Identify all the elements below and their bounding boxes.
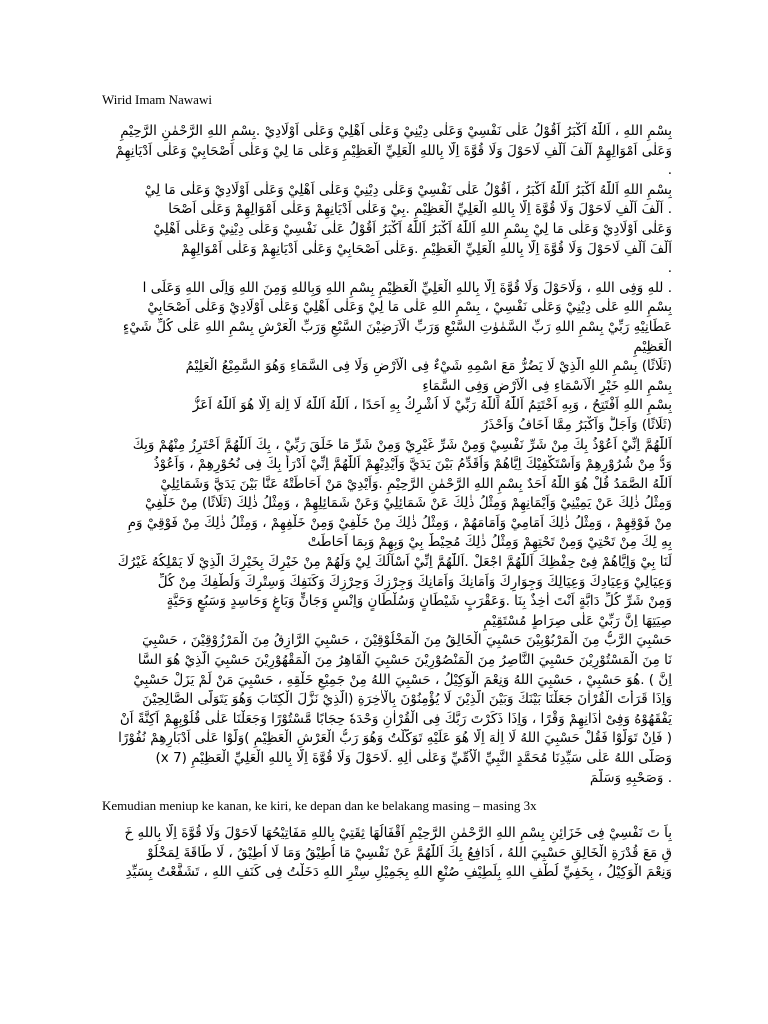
- arabic-line: حَسْبِيَ الرَّبُّ مِنَ الْمَرْبُوْبِيْنَ حَسْبِيَ الْخَالِقُ مِنَ الْمَخْلُوْقِيْنَ ، حَسْبِيَ الرَّازِقُ مِنَ الْمَرْزُوْقِيْنَ ، حَسْبِيَ: [142, 632, 672, 649]
- arabic-line: وَعِيَالِيْ وَعِيَادِكَ وَعِيَالِكَ وَجِوَارِكَ وَاَمَانِكَ وَاَمَانِكَ وَجِرْزِكَ وَحِرْزِكَ وَكَنَفِكَ وَسِتْرِكَ وَلُطْفِكَ مِنْ كُلِّ: [157, 573, 672, 590]
- arabic-line: اَللّٰهُمَّ اِنِّيْ اَعُوْذُ بِكَ مِنْ شَرِّ نَفْسِيْ وَمِنْ شَرِّ غَيْرِيْ وَمِنْ شَرِّ مَا خَلَقَ رَبِّيْ ، بِكَ اَللّٰهُمَّ اَحْتَرِزُ مِنْهُمْ وَبِكَ: [132, 436, 672, 453]
- arabic-line: وَاِذَا قَرَأْتَ الْقُرْاٰنَ جَعَلْنَا بَيْنَكَ وَبَيْنَ الَّذِيْنَ لَا يُؤْمِنُوْنَ بِالْاٰخِرَةِ (الَّذِيْ نَزَّلَ الْكِتَابَ وَهُوَ يَتَوَلَّى الصَّالِحِيْنَ: [142, 691, 672, 708]
- arabic-line: قِ مَعَ قُدْرَةِ الْخَالِقِ حَسْبِيَ اللهُ ، اُدَافِعُ بِكَ اَللّٰهُمَّ عَنْ نَفْسِيْ مَا اُطِيْقُ وَمَا لَا اُطِيْقُ ، لَا طَاقَةَ لِمَخْلُوْ: [147, 844, 672, 861]
- arabic-line: اَلْفَ اَلْفِ لَاحَوْلَ وَلَا قُوَّةَ اِلَّا بِاللهِ الْعَلِيِّ الْعَظِيْمِ .وَعَلٰى اَصْحَابِيْ وَعَلٰى اَدْيَانِهِمْ وَعَلٰى اَمْوَالِهِمْ: [181, 240, 672, 257]
- arabic-line: وَنِعْمَ الْوَكِيْلُ ، بِخَفِيِّ لُطْفِ اللهِ بِلَطِيْفِ صُنْعِ اللهِ بِجَمِيْلِ سِتْرِ اللهِ دَخَلْتُ فِى كَنَفِ اللهِ ، تَشَفَّعْتُ بِسَيِّدِ: [125, 864, 672, 881]
- instruction-note: Kemudian meniup ke kanan, ke kiri, ke depan dan ke belakang masing – masing 3x: [102, 798, 537, 813]
- arabic-line: . اَلْفَ اَلْفِ لَاحَوْلَ وَلَا قُوَّةَ اِلَّا بِاللهِ الْعَلِيِّ الْعَظِيْمِ .بِيْ وَعَلٰى اَدْيَانِهِمْ وَعَلٰى اَمْوَالِهِمْ وَعَلٰى اَصْحَا: [168, 201, 672, 218]
- arabic-line: . وَصَحْبِهِ وَسَلَّمَ: [589, 769, 672, 786]
- arabic-line: .: [667, 162, 672, 179]
- arabic-line: يَفْقَهُوْهُ وَفِىْ اٰذَانِهِمْ وَقْرًا ، وَاِذَا ذَكَرْتَ رَبَّكَ فِى الْقُرْاٰنِ وَحْدَهٗ حِجَابًا مَّسْتُوْرًا وَجَعَلْنَا عَلٰى قُلُوْبِهِمْ اَكِنَّةً اَنْ: [119, 710, 672, 727]
- arabic-line: بِاَ تَ نَفْسِيْ فِى خَزَائِنِ بِسْمِ اللهِ الرَّحْمٰنِ الرَّحِيْمِ اَقْفَالُهَا ثِقَتِيْ بِاللهِ مَفَاتِيْحُهَا لَاحَوْلَ وَلَا قُوَّةَ اِلَّا بِاللهِ خَ: [124, 825, 672, 841]
- arabic-line: بِهِ لِكَ مِنْ تَحْتِيْ وَمِنْ تَحْتِهِمْ وَمِثْلُ ذٰلِكَ مُحِيْطٌ بِيْ وَبِهِمْ وَبِمَا اَحَاطَتْ: [307, 534, 672, 551]
- arabic-line: . للهِ وَفِى اللهِ ، وَلَاحَوْلَ وَلَا قُوَّةَ اِلَّا بِاللهِ الْعَلِيِّ الْعَظِيْمِ بِسْمِ اللهِ وَبِاللهِ وَمِنَ اللهِ وَاِلَى اللهِ وَعَلَى ا: [142, 279, 672, 296]
- arabic-line: ( فَاِنْ تَوَلَّوْا فَقُلْ حَسْبِيَ اللهُ لَا اِلٰهَ اِلَّا هُوَ عَلَيْهِ تَوَكَّلْتُ وَهُوَ رَبُّ الْعَرْشِ الْعَظِيْمِ )وَلَّوْا عَلٰى اَدْبَارِهِمْ نُفُوْرًا: [118, 730, 672, 747]
- arabic-line: بِسْمِ اللهِ ، اَللّٰهُ اَكْبَرُ اَقُوْلُ عَلٰى نَفْسِيْ وَعَلٰى دِيْنِيْ وَعَلٰى اَهْلِيْ وَعَلٰى اَوْلَادِيْ .بِسْمِ اللهِ الرَّحْمٰنِ الرَّحِيْمِ: [120, 123, 672, 139]
- arabic-line: (ثَلَاثًا) وَاَجَلُّ وَاَكْبَرُ مِمَّا اَخَافُ وَاَحْذَرُ: [481, 416, 672, 433]
- arabic-line: صِيَتِهَا اِنَّ رَبِّيْ عَلٰى صِرَاطٍ مُسْتَقِيْمٍ: [483, 612, 672, 629]
- document-title: Wirid Imam Nawawi: [102, 92, 212, 107]
- arabic-line: اَللّٰهُ الصَّمَدُ قُلْ هُوَ اللّٰهُ اَحَدٌ بِسْمِ اللهِ الرَّحْمٰنِ الرَّحِيْمِ .وَاَيْدِيْ مَنْ اَحَاطَتْهُ عَنَّا بَيْنَ يَدَيَّ وَشَمَائِلِيْ: [160, 475, 672, 492]
- arabic-line: وَدُّ مِنْ شُرُوْرِهِمْ وَاَسْتَكْفِيْكَ اِيَّاهُمْ وَاُقَدِّمُ بَيْنَ يَدَيَّ وَاَيْدِيْهِمْ اَللّٰهُمَّ اِنِّيْ اَدْرَأُ بِكَ فِى نُحُوْرِهِمْ ، وَاَعُوْذُ: [153, 456, 672, 473]
- wirid-arabic-text: [100, 122, 672, 788]
- arabic-line: الْعَظِيْمِ: [633, 338, 672, 355]
- arabic-line: لَنَا بِيْ وَاِيَّاهُمْ فِىْ حِفْظِكَ اَللّٰهُمَّ اجْعَلْ .اَللّٰهُمَّ اِنِّيْ اَسْاَلُكَ لِيْ وَلَهُمْ مِنْ خَيْرِكَ بِخَيْرِكَ الَّذِيْ لَا يَمْلِكُهُ غَيْرُكَ: [117, 554, 672, 571]
- closing-arabic-text: [100, 824, 672, 883]
- arabic-line: وَمِثْلُ ذٰلِكَ عَنْ يَمِيْنِيْ وَاَيْمَانِهِمْ وَمِثْلُ ذٰلِكَ عَنْ شَمَائِلِيْ وَعَنْ شَمَائِلِهِمْ ، وَمِثْلُ ذٰلِكَ (ثَلَاثًا) مِنْ خَلْفِيْ: [144, 495, 672, 512]
- arabic-line: وَعَلٰى اَمْوَالِهِمْ اَلْفَ اَلْفِ لَاحَوْلَ وَلَا قُوَّةَ اِلَّا بِاللهِ الْعَلِيِّ الْعَظِيْمِ وَعَلٰى مَا لِيْ وَعَلٰى اَصْحَابِيْ وَعَلٰى اَدْيَانِهِمْ: [115, 142, 672, 159]
- arabic-line: اِنَّ ) .هُوَ حَسْبِيْ ، حَسْبِيَ اللهُ وَنِعْمَ الْوَكِيْلُ ، حَسْبِيَ اللهُ مِنْ جَمِيْعِ خَلْقِهِ ، حَسْبِيَ مَنْ لَمْ يَزَلْ حَسْبِيْ: [133, 671, 672, 688]
- arabic-line: نَا مِنَ الْمَسْتُوْرِيْنَ حَسْبِيَ النَّاصِرُ مِنَ الْمَنْصُوْرِيْنَ حَسْبِيَ الْقَاهِرُ مِنَ الْمَقْهُوْرِيْنَ حَسْبِيَ الَّذِيْ هُوَ السَّا: [137, 652, 672, 669]
- arabic-line: بِسْمِ اللهِ اَللّٰهُ اَكْبَرُ اَللّٰهُ اَكْبَرُ ، اَقُوْلُ عَلٰى نَفْسِيْ وَعَلٰى دِيْنِيْ وَعَلٰى اَهْلِيْ وَعَلٰى اَوْلَادِيْ وَعَلٰى مَا لِيْ: [144, 181, 672, 198]
- arabic-line: وَمِنْ شَرِّ كُلِّ دَابَّةٍ اَنْتَ اٰخِذٌ بِنَا .وَعَقْرَبٍ شَيْطَانٍ وَسُلْطَانٍ وَاِنْسٍ وَجَانٍّ وَبَاغٍ وَحَاسِدٍ وَسَبُعٍ وَحَيَّةٍ: [166, 593, 672, 610]
- arabic-line: بِسْمِ اللهِ خَيْرِ الْاَسْمَاءِ فِى الْاَرْضِ وَفِى السَّمَاءِ: [422, 377, 672, 394]
- arabic-line: مِنْ فَوْقِهِمْ ، وَمِثْلُ ذٰلِكَ اَمَامِيْ وَاَمَامَهُمْ ، وَمِثْلُ ذٰلِكَ مِنْ خَلْفِيْ وَمِنْ خَلْفِهِمْ ، وَمِثْلُ ذٰلِكَ مِنْ فَوْقِيْ وَمِ: [127, 514, 672, 531]
- arabic-line: بِسْمِ اللهِ اَفْتَتِحُ ، وَبِهِ اَخْتَتِمُ اَللّٰهُ اَللّٰهُ رَبِّيْ لَا اُشْرِكُ بِهِ اَحَدًا ، اَللّٰهُ اَللّٰهُ لَا اِلٰهَ اِلَّا هُوَ اَللّٰهُ اَعَزُّ: [192, 397, 672, 414]
- arabic-line: بِسْمِ اللهِ عَلٰى دِيْنِيْ وَعَلٰى نَفْسِيْ ، بِسْمِ اللهِ عَلٰى مَا لِيْ وَعَلٰى اَهْلِيْ وَعَلٰى اَوْلَادِيْ وَعَلٰى اَصْحَابِيْ: [147, 299, 672, 316]
- arabic-line: (ثَلَاثًا) بِسْمِ اللهِ الَّذِيْ لَا يَضُرُّ مَعَ اسْمِهِ شَيْءٌ فِى الْاَرْضِ وَلَا فِى السَّمَاءِ وَهُوَ السَّمِيْعُ الْعَلِيْمُ: [185, 358, 672, 375]
- arabic-line: وَعَلٰى اَوْلَادِيْ وَعَلٰى مَا لِيْ بِسْمِ اللهِ اَللّٰهُ اَكْبَرُ اَللّٰهُ اَكْبَرُ اَقُوْلُ عَلٰى نَفْسِيْ وَعَلٰى دِيْنِيْ وَعَلٰى اَهْلِيْ: [153, 220, 672, 237]
- arabic-line: عَطَانِيْهِ رَبِّيْ بِسْمِ اللهِ رَبِّ السَّمٰوٰتِ السَّبْعِ وَرَبِّ الْاَرَضِيْنَ السَّبْعِ وَرَبِّ الْعَرْشِ بِسْمِ اللهِ عَلٰى كُلِّ شَيْءٍ: [122, 318, 672, 335]
- arabic-line: .: [667, 260, 672, 277]
- arabic-line: وَصَلَّى اللهُ عَلٰى سَيِّدِنَا مُحَمَّدٍ النَّبِيِّ الْاُمِّيِّ وَعَلٰى اٰلِهِ .لَاحَوْلَ وَلَا قُوَّةَ اِلَّا بِاللهِ الْعَلِيِّ الْعَظِيْمِ (7 x): [155, 750, 672, 766]
